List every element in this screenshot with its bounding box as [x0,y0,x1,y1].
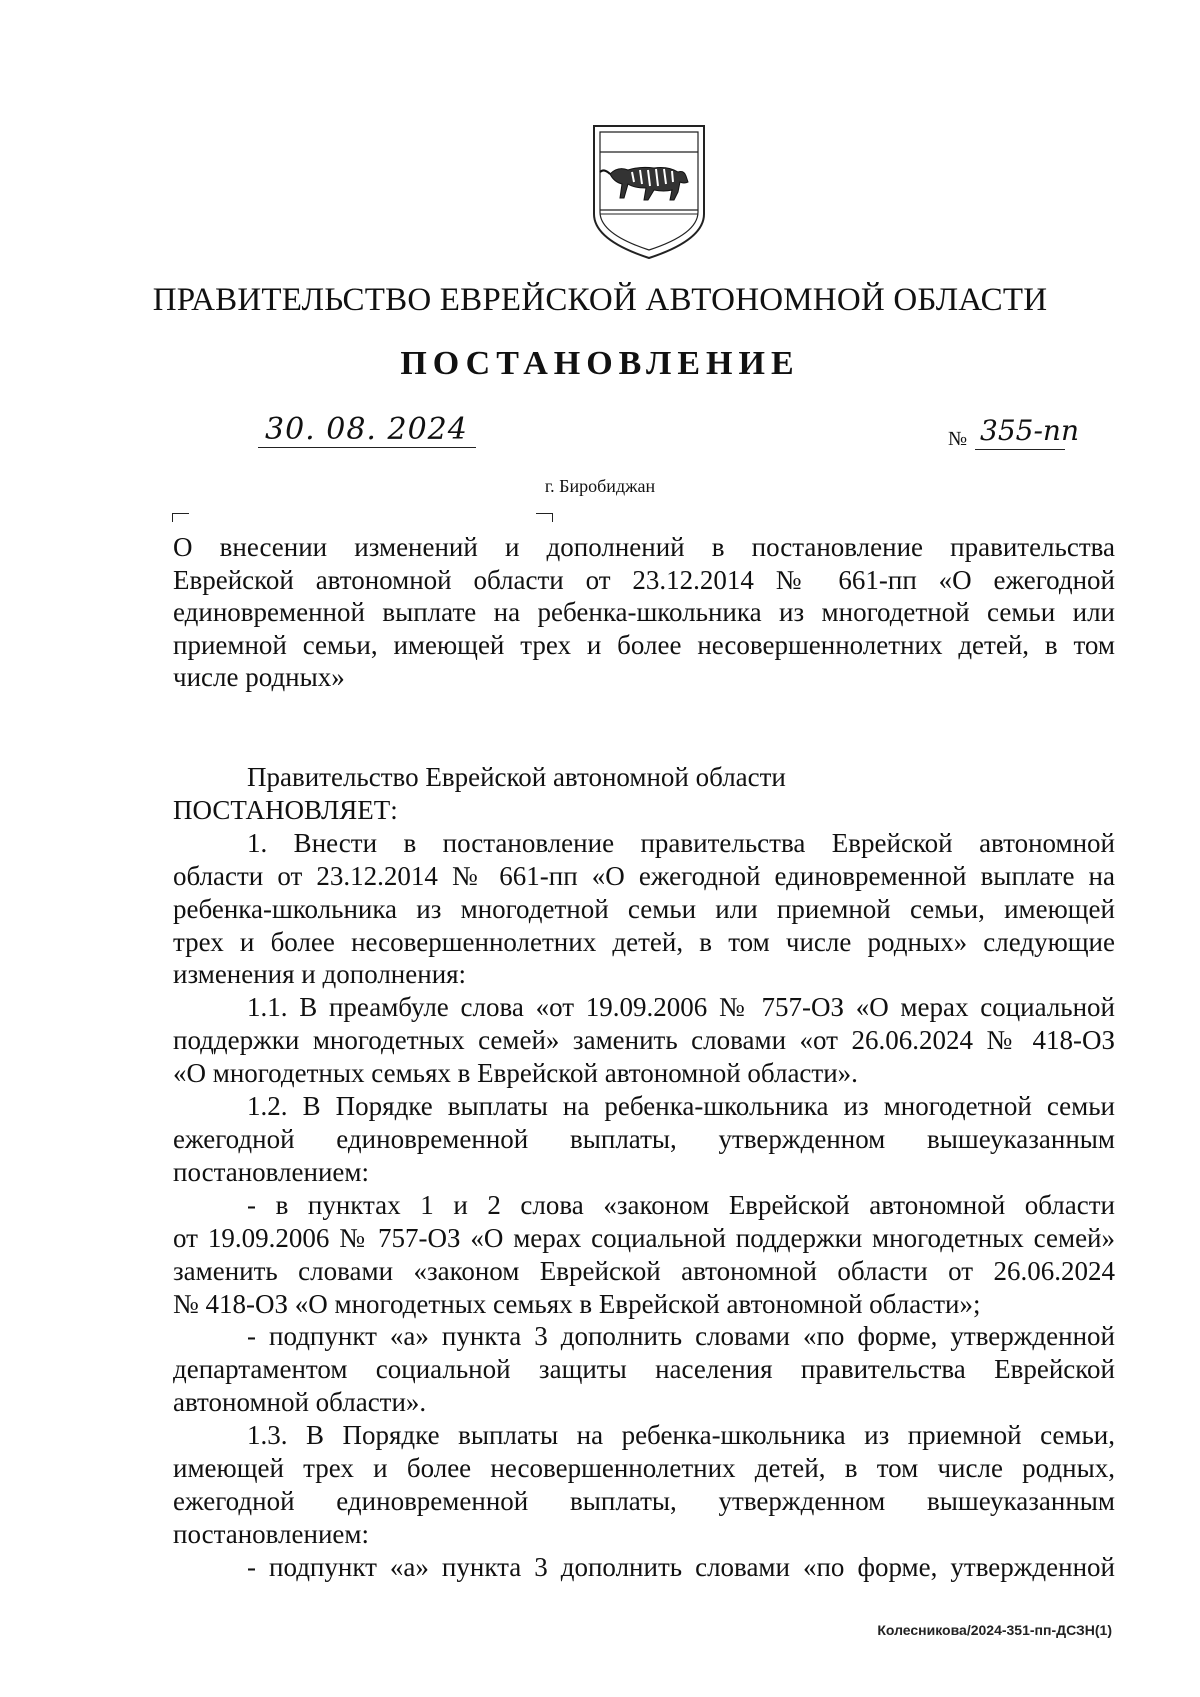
subject-line: приемной семьи, имеющей трех и более несовершеннолетних детей, в том [173,629,1115,660]
body-line: - подпункт «а» пункта 3 дополнить словами «по форме, утвержденной [247,1551,1115,1582]
body-line: постановлением: [173,1156,369,1187]
body-line: ПОСТАНОВЛЯЕТ: [173,794,398,825]
body-line: ежегодной единовременной выплаты, утвержденном вышеуказанным [173,1485,1115,1516]
body-line: трех и более несовершеннолетних детей, в том числе родных» следующие [173,926,1115,957]
coat-of-arms-emblem [588,122,710,262]
document-type-title: ПОСТАНОВЛЕНИЕ [400,345,800,382]
subject-line: числе родных» [173,662,345,692]
number-underline [975,449,1065,450]
body-line: изменения и дополнения: [173,959,467,990]
organization-title: ПРАВИТЕЛЬСТВО ЕВРЕЙСКОЙ АВТОНОМНОЙ ОБЛАСТИ [152,282,1048,318]
body-line: «О многодетных семьях в Еврейской автономной области». [173,1058,858,1089]
number-sign: № [948,428,968,450]
body-line: области от 23.12.2014 № 661-пп «О ежегодной единовременной выплате на [173,860,1115,891]
tiger-icon [600,167,688,200]
body-line: - в пунктах 1 и 2 слова «законом Еврейской автономной области [247,1189,1115,1220]
body-line: 1. Внести в постановление правительства Еврейской автономной [247,827,1115,858]
document-subject [173,531,1115,694]
body-line: ежегодной единовременной выплаты, утвержденном вышеуказанным [173,1123,1115,1154]
bracket-corner-left [172,513,189,522]
subject-line: единовременной выплате на ребенка-школьника из многодетной семьи или [173,597,1115,627]
date-underline [258,447,476,448]
body-line: 1.2. В Порядке выплаты на ребенка-школьника из многодетной семьи [247,1091,1115,1122]
city-label: г. Биробиджан [544,476,656,496]
body-line: 1.1. В преамбуле слова «от 19.09.2006 № 757-ОЗ «О мерах социальной [247,992,1115,1023]
subject-line: Еврейской автономной области от 23.12.2014 № 661-пп «О ежегодной [173,564,1115,595]
body-line: Правительство Еврейской автономной области [247,762,786,792]
subject-line: О внесении изменений и дополнений в постановление правительства [173,532,1115,562]
handwritten-number: 355-пп [980,414,1079,447]
body-line: ребенка-школьника из многодетной семьи или приемной семьи, имеющей [173,893,1115,924]
body-line: автономной области». [173,1387,427,1418]
body-line: от 19.09.2006 № 757-ОЗ «О мерах социальной поддержки многодетных семей» [173,1222,1115,1253]
body-line: департаментом социальной защиты населения правительства Еврейской [173,1354,1115,1385]
body-line: имеющей трех и более несовершеннолетних детей, в том числе родных, [173,1453,1115,1484]
body-line: заменить словами «законом Еврейской автономной области от 26.06.2024 [173,1255,1115,1286]
body-line: поддержки многодетных семей» заменить словами «от 26.06.2024 № 418-ОЗ [173,1025,1115,1056]
body-line: 1.3. В Порядке выплаты на ребенка-школьника из приемной семьи, [247,1420,1115,1451]
bracket-corner-right [536,513,553,522]
handwritten-date: 30. 08. 2024 [265,412,468,447]
footer-reference: Колесникова/2024-351-пп-ДСЗН(1) [877,1622,1112,1638]
body-line: постановлением: [173,1518,369,1549]
body-line: - подпункт «а» пункта 3 дополнить словами «по форме, утвержденной [247,1321,1115,1352]
document-body [173,761,1115,1584]
body-line: № 418-ОЗ «О многодетных семьях в Еврейской автономной области»; [173,1288,981,1319]
